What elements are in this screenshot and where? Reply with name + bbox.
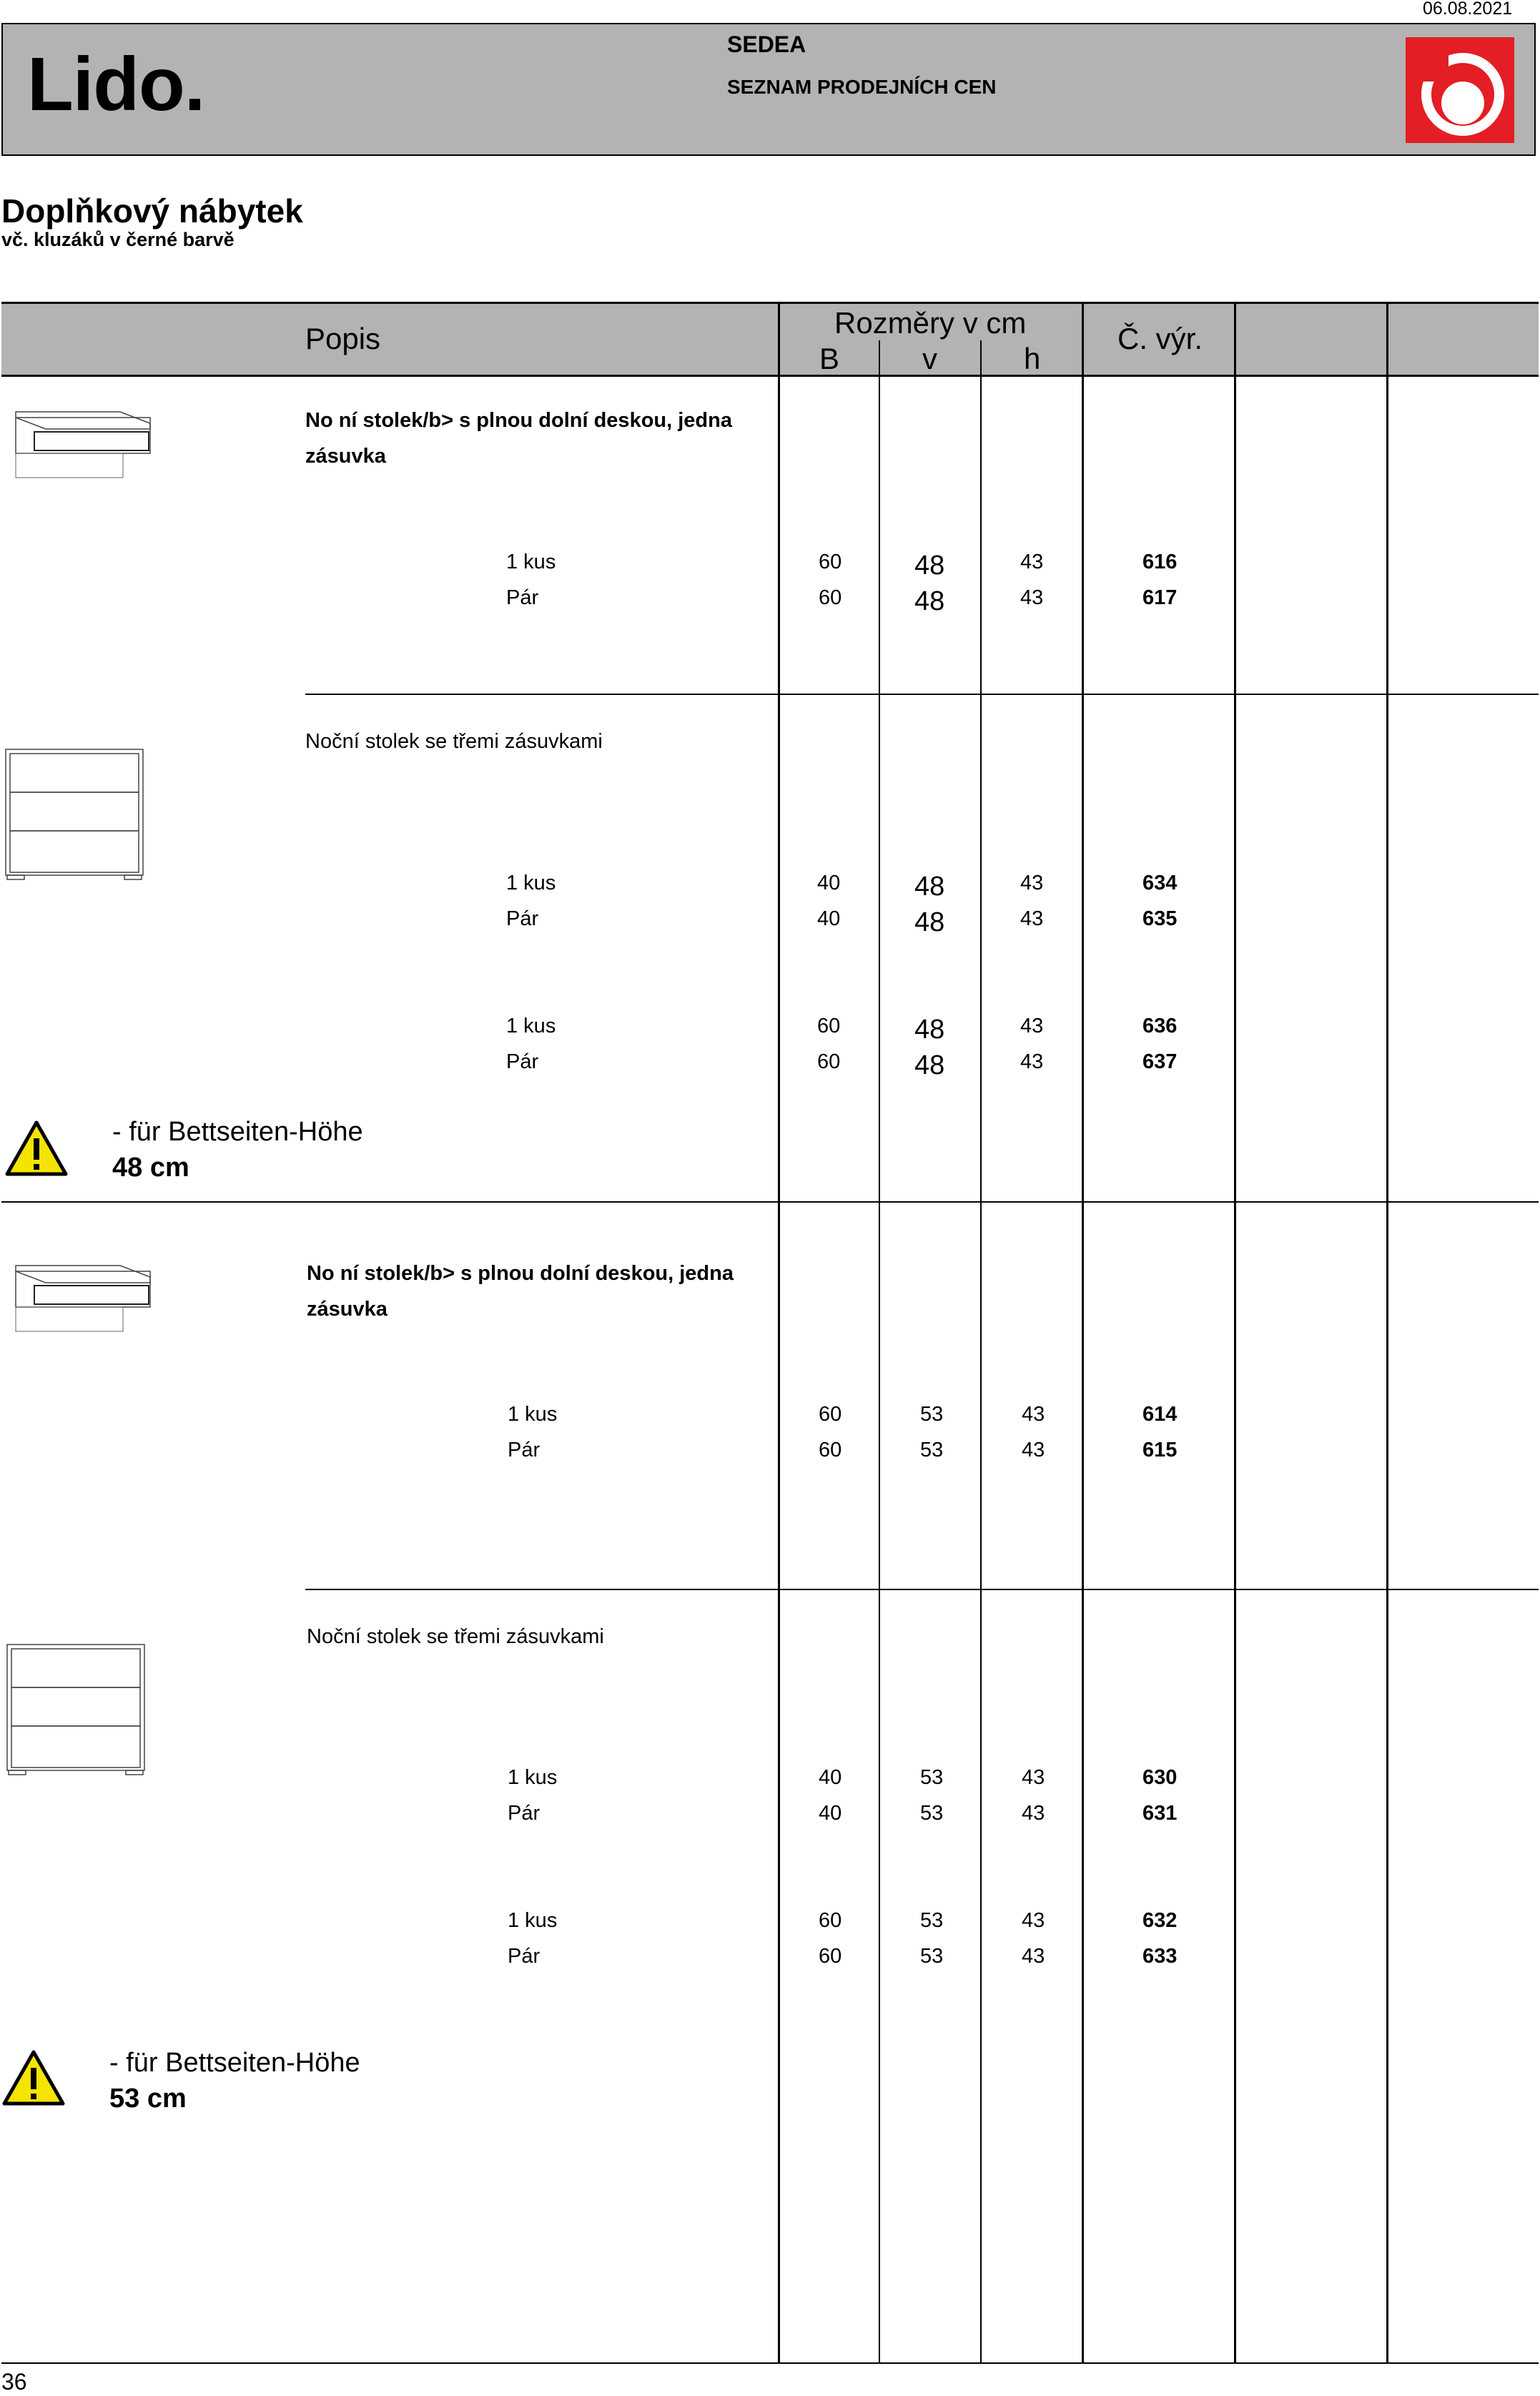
cell-b: 60	[819, 586, 842, 609]
cell-code: 632	[1142, 1909, 1178, 1932]
cell-v: 53	[920, 1802, 944, 1825]
col-divider-5	[1234, 302, 1236, 2364]
row-label: Pár	[508, 1439, 541, 1461]
cell-code: 634	[1142, 872, 1178, 894]
cell-b: 60	[819, 1403, 842, 1426]
nightstand-three-drawers-icon	[4, 1643, 147, 1778]
print-date: 06.08.2021	[1423, 0, 1513, 19]
col-header-cislo: Č. výr.	[1117, 322, 1203, 355]
cell-b: 40	[817, 872, 841, 894]
cell-h: 43	[1020, 1015, 1044, 1037]
cell-h: 43	[1020, 586, 1044, 609]
cell-h: 43	[1020, 872, 1044, 894]
cell-v: 53	[920, 1945, 944, 1968]
company-name: SEDEA	[727, 31, 806, 57]
item-description: No ní stolek/b> s plnou dolní deskou, jedna zásuvka	[307, 1262, 734, 1321]
cell-code: 614	[1142, 1403, 1178, 1426]
cell-v: 48	[914, 872, 945, 902]
row-separator	[305, 694, 1539, 695]
row-label: 1 kus	[506, 551, 556, 573]
col-header-h: h	[1024, 342, 1041, 375]
cell-b: 60	[819, 1909, 842, 1932]
cell-code: 637	[1142, 1050, 1178, 1073]
cell-b: 40	[819, 1766, 842, 1789]
item-description: Noční stolek se třemi zásuvkami	[305, 730, 603, 753]
row-label: Pár	[506, 586, 539, 609]
section-title: Doplňkový nábytek	[1, 192, 303, 230]
warning-height: 53 cm	[109, 2084, 187, 2114]
cell-b: 60	[819, 1945, 842, 1968]
nightstand-three-drawers-icon	[3, 748, 146, 882]
item-description: Noční stolek se třemi zásuvkami	[307, 1625, 604, 1648]
nightstand-slab-drawer-icon	[13, 1261, 153, 1333]
cell-h: 43	[1022, 1766, 1045, 1789]
cell-v: 53	[920, 1766, 944, 1789]
item-description: No ní stolek/b> s plnou dolní deskou, jedna zásuvka	[305, 409, 732, 468]
cell-v: 53	[920, 1439, 944, 1461]
cell-code: 631	[1142, 1802, 1178, 1825]
row-label: Pár	[508, 1945, 541, 1968]
page-number: 36	[1, 2369, 27, 2395]
cell-code: 636	[1142, 1015, 1178, 1037]
cell-v: 48	[914, 1050, 945, 1080]
cell-code: 630	[1142, 1766, 1178, 1789]
cell-b: 60	[817, 1050, 841, 1073]
row-label: Pár	[506, 1050, 539, 1073]
col-header-popis: Popis	[305, 322, 381, 355]
row-label: Pár	[506, 907, 539, 930]
row-label: 1 kus	[508, 1766, 558, 1789]
cell-code: 635	[1142, 907, 1178, 930]
cell-v: 48	[914, 907, 945, 937]
warning-height: 48 cm	[112, 1153, 189, 1183]
cell-code: 617	[1142, 586, 1178, 609]
row-label: 1 kus	[508, 1909, 558, 1932]
cell-code: 615	[1142, 1439, 1178, 1461]
sedea-logo-icon	[1406, 37, 1514, 143]
cell-v: 48	[914, 586, 945, 616]
warning-text: - für Bettseiten-Höhe	[112, 1117, 363, 1147]
warning-text: - für Bettseiten-Höhe	[109, 2048, 360, 2078]
table-header	[1, 302, 1539, 377]
row-separator	[305, 1589, 1539, 1590]
brand-title: Lido.	[27, 42, 205, 127]
cell-h: 43	[1022, 1945, 1045, 1968]
cell-v: 48	[914, 1015, 945, 1045]
row-label: Pár	[508, 1802, 541, 1825]
cell-h: 43	[1022, 1909, 1045, 1932]
cell-b: 40	[817, 907, 841, 930]
cell-v: 53	[920, 1403, 944, 1426]
warning-icon	[1, 2049, 66, 2106]
col-header-b: B	[819, 342, 840, 375]
price-list-title: SEZNAM PRODEJNÍCH CEN	[727, 76, 997, 98]
row-label: 1 kus	[506, 1015, 556, 1037]
row-label: 1 kus	[506, 872, 556, 894]
cell-h: 43	[1020, 551, 1044, 573]
col-header-v: v	[922, 342, 937, 375]
cell-b: 60	[819, 1439, 842, 1461]
col-header-rozmery: Rozměry v cm	[834, 306, 1027, 340]
nightstand-slab-drawer-icon	[13, 408, 153, 479]
cell-code: 616	[1142, 551, 1178, 573]
cell-b: 40	[819, 1802, 842, 1825]
section-subtitle: vč. kluzáků v černé barvě	[1, 229, 235, 250]
cell-v: 48	[914, 551, 945, 581]
block-separator	[1, 1201, 1539, 1203]
cell-h: 43	[1022, 1403, 1045, 1426]
cell-b: 60	[819, 551, 842, 573]
col-divider-h	[980, 340, 982, 2364]
cell-h: 43	[1022, 1802, 1045, 1825]
col-divider-code	[1082, 302, 1084, 2364]
cell-h: 43	[1020, 1050, 1044, 1073]
col-divider-b	[778, 302, 780, 2364]
warning-icon	[4, 1120, 69, 1177]
table-bottom-line	[1, 2362, 1539, 2364]
cell-b: 60	[817, 1015, 841, 1037]
row-label: 1 kus	[508, 1403, 558, 1426]
cell-code: 633	[1142, 1945, 1178, 1968]
cell-h: 43	[1020, 907, 1044, 930]
cell-v: 53	[920, 1909, 944, 1932]
cell-h: 43	[1022, 1439, 1045, 1461]
col-divider-v	[879, 340, 880, 2364]
col-divider-6	[1386, 302, 1388, 2364]
